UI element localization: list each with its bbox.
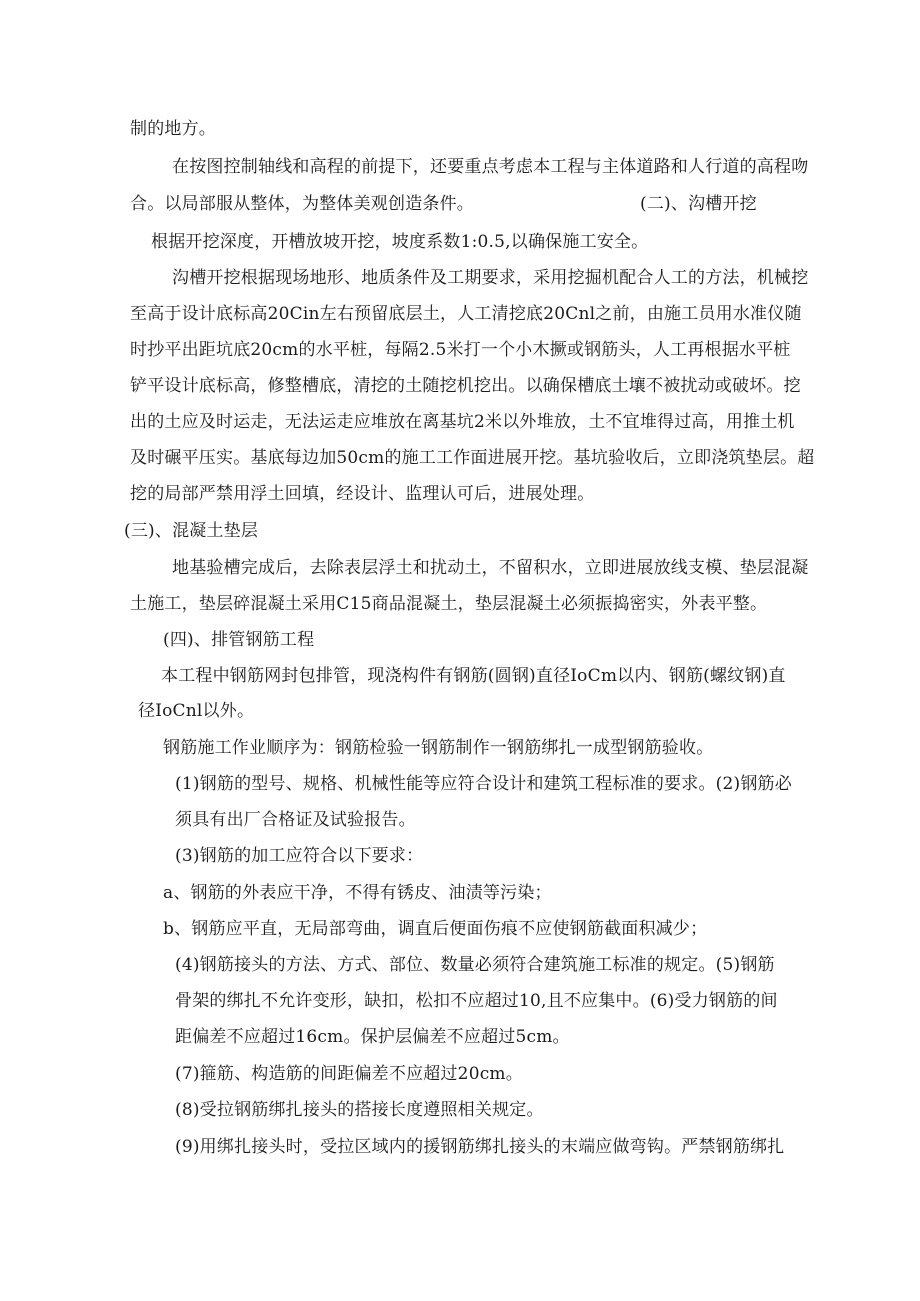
text-line-18: 径IoCnl以外。 xyxy=(138,701,255,721)
text-line-26: 骨架的绑扎不允许变形，缺扣，松扣不应超过10,且不应集中。(6)受力钢筋的间 xyxy=(175,991,778,1011)
text-line-2: 在按图控制轴线和高程的前提下，还要重点考虑本工程与主体道路和人行道的高程吻 xyxy=(172,157,809,177)
text-line-15: 土施工，垫层碎混凝土采用C15商品混凝土，垫层混凝土必须振捣密实，外表平整。 xyxy=(130,594,768,614)
text-line-6: 沟槽开挖根据现场地形、地质条件及工期要求，采用挖掘机配合人工的方法，机械挖 xyxy=(172,268,809,288)
section-heading-trench-excavation: (二)、沟槽开挖 xyxy=(640,194,757,214)
text-line-5: 根据开挖深度，开槽放坡开挖，坡度系数1:0.5,以确保施工安全。 xyxy=(151,232,649,252)
text-line-14: 地基验槽完成后，去除表层浮土和扰动土，不留积水，立即进展放线支模、垫层混凝 xyxy=(172,558,809,578)
text-line-27: 距偏差不应超过16cm。保护层偏差不应超过5cm。 xyxy=(175,1027,570,1047)
text-line-23: a、钢筋的外表应干净，不得有锈皮、油渍等污染； xyxy=(163,883,552,903)
text-line-22: (3)钢筋的加工应符合以下要求： xyxy=(175,846,424,866)
text-line-7: 至高于设计底标高20Cin左右预留底层土，人工清挖底20Cnl之前，由施工员用水准仪随 xyxy=(130,304,802,324)
text-line-9: 铲平设计底标高，修整槽底，清挖的土随挖机挖出。以确保槽底土壤不被扰动或破坏。挖 xyxy=(130,376,801,396)
text-line-25: (4)钢筋接头的方法、方式、部位、数量必须符合建筑施工标准的规定。(5)钢筋 xyxy=(175,955,775,975)
text-line-29: (8)受拉钢筋绑扎接头的搭接长度遵照相关规定。 xyxy=(175,1100,544,1120)
text-line-11: 及时碾平压实。基底每边加50cm的施工工作面进展开挖。基坑验收后，立即浇筑垫层。超 xyxy=(130,448,815,468)
text-line-10: 出的土应及时运走，无法运走应堆放在离基坑2米以外堆放，土不宜堆得过高，用推土机 xyxy=(130,412,795,432)
text-line-30: (9)用绑扎接头时，受拉区域内的援钢筋绑扎接头的末端应做弯钩。严禁钢筋绑扎 xyxy=(175,1137,785,1157)
text-line-28: (7)箍筋、构造筋的间距偏差不应超过20cm。 xyxy=(175,1064,523,1084)
text-line-3: 合。以局部服从整体，为整体美观创造条件。 xyxy=(130,194,474,214)
text-line-21: 须具有出厂合格证及试验报告。 xyxy=(175,810,416,830)
text-line-8: 时抄平出距坑底20cm的水平桩，每隔2.5米打一个小木撅或钢筋头，人工再根据水平桩 xyxy=(130,340,791,360)
text-line-24: b、钢筋应平直，无局部弯曲，调直后便面伤痕不应使钢筋截面积减少； xyxy=(163,919,708,939)
text-line-19: 钢筋施工作业顺序为：钢筋检验一钢筋制作一钢筋绑扎一成型钢筋验收。 xyxy=(163,738,714,758)
section-heading-concrete-cushion: (三)、混凝土垫层 xyxy=(124,521,259,541)
text-line-17: 本工程中钢筋网封包排管，现浇构件有钢筋(圆钢)直径IoCm以内、钢筋(螺纹钢)直 xyxy=(161,666,786,686)
section-heading-pipe-rebar: (四)、排管钢筋工程 xyxy=(163,630,315,650)
text-line-1: 制的地方。 xyxy=(130,119,216,139)
text-line-20: (1)钢筋的型号、规格、机械性能等应符合设计和建筑工程标准的要求。(2)钢筋必 xyxy=(175,774,792,794)
text-line-12: 挖的局部严禁用浮土回填，经设计、监理认可后，进展处理。 xyxy=(130,484,595,504)
